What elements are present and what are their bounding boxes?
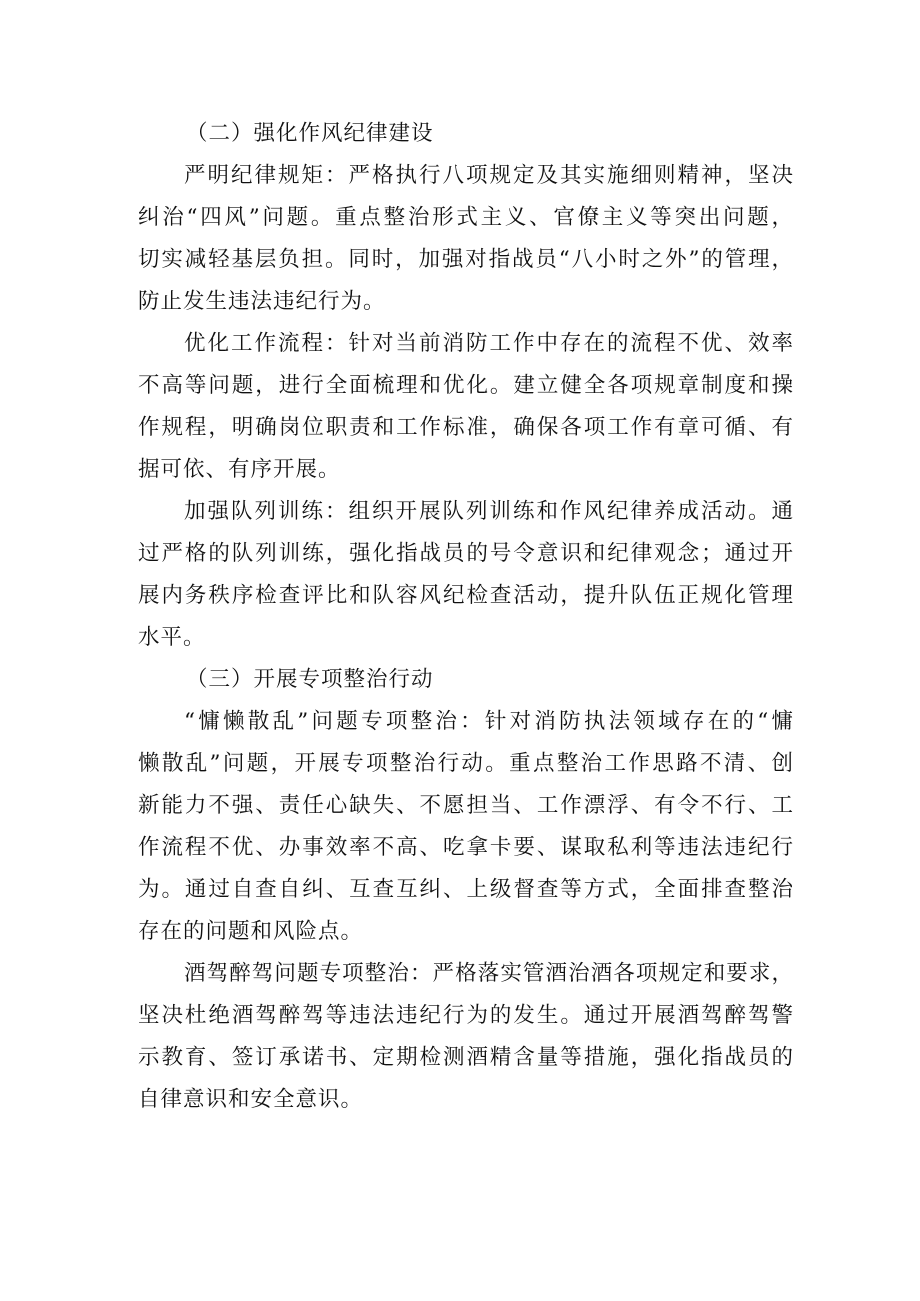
text-line: 严明纪律规矩：严格执行八项规定及其实施细则精神，坚决	[184, 163, 794, 188]
text-line: 不高等问题，进行全面梳理和优化。建立健全各项规章制度和操	[138, 373, 794, 398]
paragraph-drunk-driving-rectification	[138, 953, 794, 1121]
text-line: 作规程，明确岗位职责和工作标准，确保各项工作有章可循、有	[138, 415, 794, 440]
text-line: 过严格的队列训练，强化指战员的号令意识和纪律观念；通过开	[138, 541, 794, 566]
text-line: 据可依、有序开展。	[138, 457, 341, 482]
text-line: 新能力不强、责任心缺失、不愿担当、工作漂浮、有令不行、工	[138, 793, 794, 818]
text-line: 存在的问题和风险点。	[138, 919, 364, 944]
paragraph-drill-training	[138, 491, 794, 659]
text-line: 酒驾醉驾问题专项整治：严格落实管酒治酒各项规定和要求，	[184, 961, 794, 986]
text-line: 为。通过自查自纠、互查互纠、上级督查等方式，全面排查整治	[138, 877, 794, 902]
text-line: 自律意识和安全意识。	[138, 1087, 364, 1112]
text-line: 纠治“四风”问题。重点整治形式主义、官僚主义等突出问题，	[138, 205, 794, 230]
text-line: 示教育、签订承诺书、定期检测酒精含量等措施，强化指战员的	[138, 1045, 794, 1070]
text-line: 水平。	[138, 625, 206, 650]
text-line: “慵懒散乱”问题专项整治：针对消防执法领域存在的“慵	[184, 709, 794, 734]
text-line: 展内务秩序检查评比和队容风纪检查活动，提升队伍正规化管理	[138, 583, 794, 608]
text-line: 防止发生违法违纪行为。	[138, 289, 386, 314]
paragraph-optimize-workflow	[138, 323, 794, 491]
text-line: 懒散乱”问题，开展专项整治行动。重点整治工作思路不清、创	[138, 751, 794, 776]
text-line: 切实减轻基层负担。同时，加强对指战员“八小时之外”的管理，	[138, 247, 794, 272]
paragraph-lazy-slack-rectification	[138, 701, 794, 953]
paragraph-discipline-rules	[138, 155, 794, 323]
section-heading-2: （二）强化作风纪律建设	[186, 121, 434, 146]
text-line: 加强队列训练：组织开展队列训练和作风纪律养成活动。通	[184, 499, 794, 524]
text-line: 作流程不优、办事效率不高、吃拿卡要、谋取私利等违法违纪行	[138, 835, 794, 860]
text-line: 坚决杜绝酒驾醉驾等违法违纪行为的发生。通过开展酒驾醉驾警	[138, 1003, 794, 1028]
document-body	[138, 113, 794, 1121]
section-heading-3: （三）开展专项整治行动	[186, 667, 434, 692]
text-line: 优化工作流程：针对当前消防工作中存在的流程不优、效率	[184, 331, 794, 356]
